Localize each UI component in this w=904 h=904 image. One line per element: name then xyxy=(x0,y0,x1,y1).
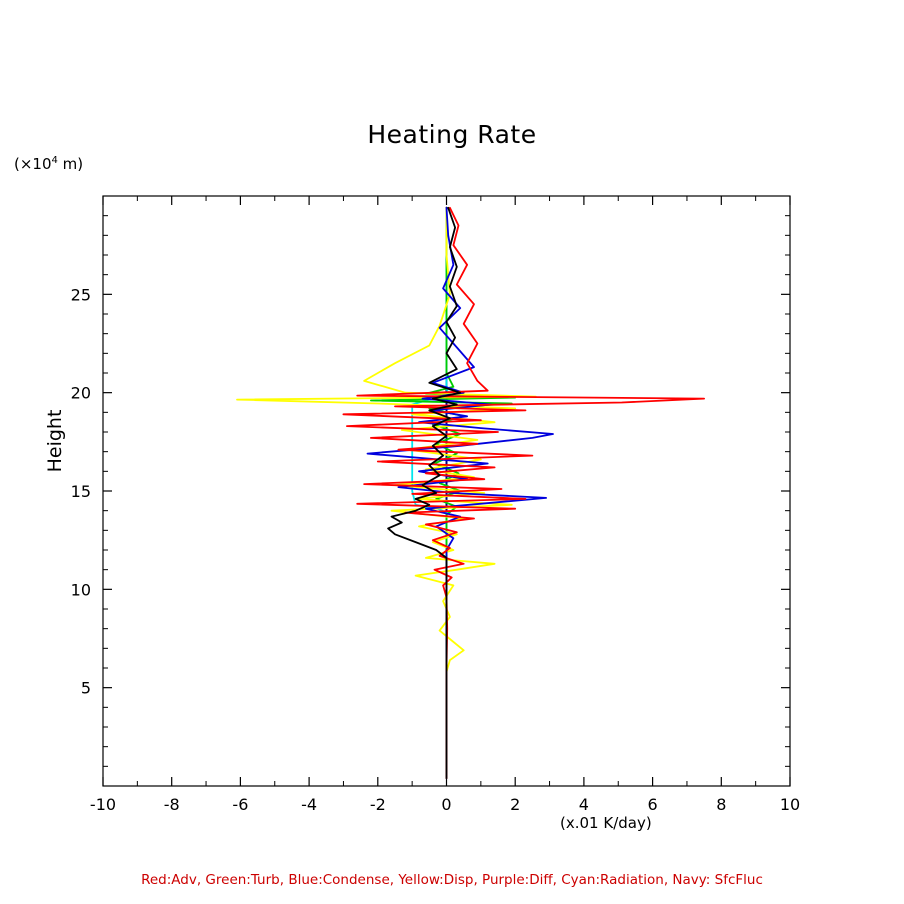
x-tick-label: -8 xyxy=(163,795,180,814)
x-tick-label: 2 xyxy=(510,795,521,814)
series-line-disp xyxy=(237,208,536,778)
x-tick-label: 4 xyxy=(578,795,589,814)
x-tick-label: 8 xyxy=(716,795,727,814)
y-tick-label: 5 xyxy=(80,678,91,698)
y-tick-label: 20 xyxy=(70,383,91,403)
series-line-adv xyxy=(343,208,704,778)
x-tick-label: 10 xyxy=(779,795,801,814)
series-line-condense xyxy=(368,208,554,778)
x-tick-label: 6 xyxy=(647,795,658,814)
legend-text: Red:Adv, Green:Turb, Blue:Condense, Yellow:Disp, Purple:Diff, Cyan:Radiation, Navy: SfcFluc xyxy=(141,872,763,888)
data-series xyxy=(237,208,704,778)
x-tick-label: -2 xyxy=(369,795,386,814)
y-tick-label: 10 xyxy=(70,580,91,600)
y-tick-label: 15 xyxy=(70,482,91,501)
x-tick-label: 0 xyxy=(441,795,452,814)
x-axis-label: (x.01 K/day) xyxy=(560,814,652,832)
chart-title: Heating Rate xyxy=(367,120,537,149)
x-tick-label: -4 xyxy=(301,795,318,814)
x-tick-label: -6 xyxy=(232,795,249,814)
y-axis-label: Height xyxy=(44,409,66,473)
y-tick-label: 25 xyxy=(70,285,91,305)
y-axis-unit-label: ($\times 10^4$ m) xyxy=(14,155,84,173)
x-tick-label: -10 xyxy=(89,795,117,814)
